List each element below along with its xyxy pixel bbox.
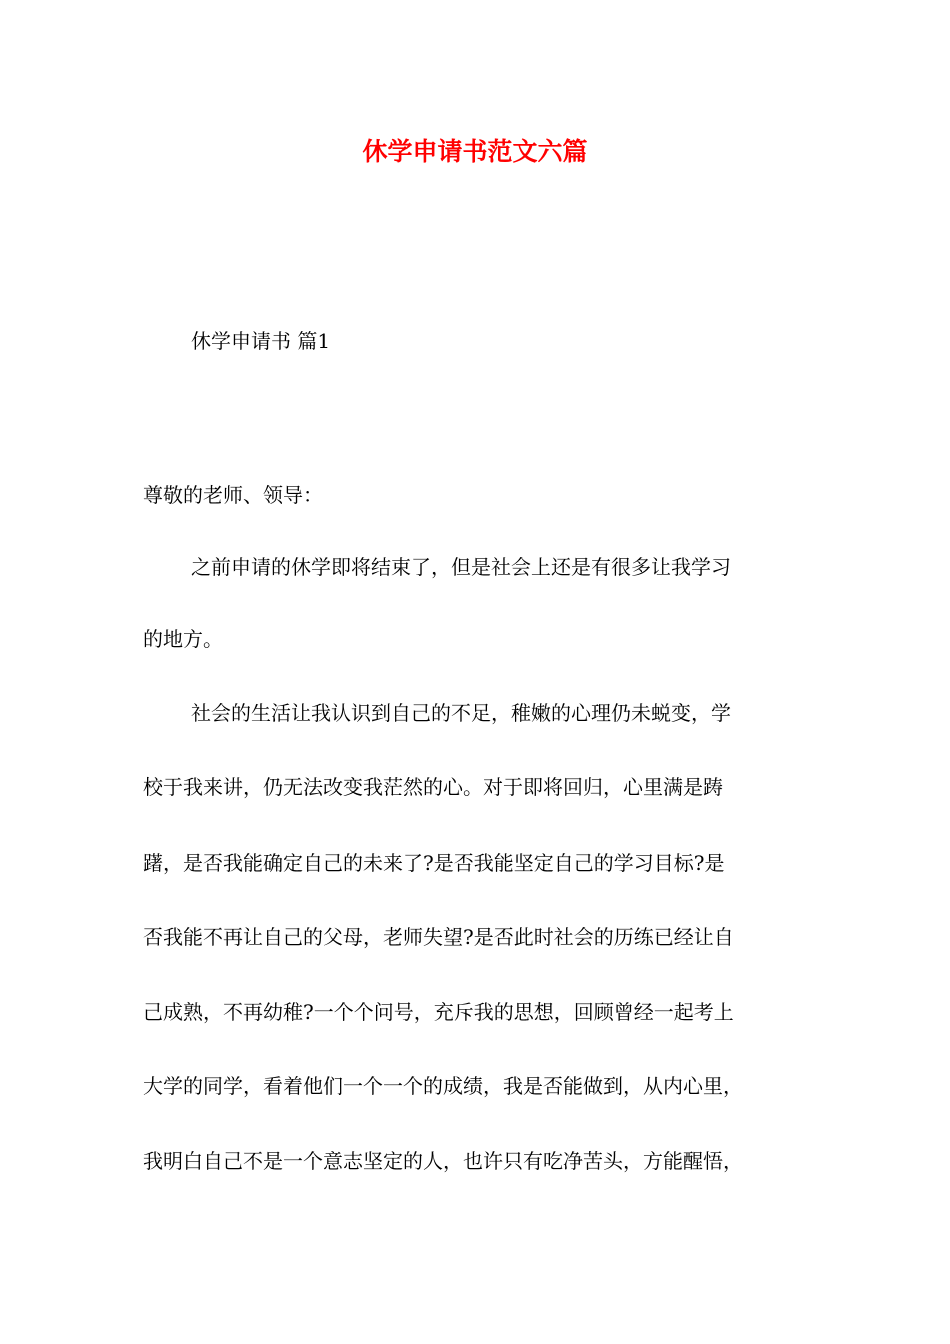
body-line: 我明白自己不是一个意志坚定的人，也许只有吃净苦头，方能醒悟， bbox=[143, 1149, 743, 1173]
body-line: 否我能不再让自己的父母，老师失望?是否此时社会的历练已经让自 bbox=[143, 925, 734, 949]
document-title: 休学申请书范文六篇 bbox=[362, 137, 588, 166]
body-line: 大学的同学，看着他们一个一个的成绩，我是否能做到，从内心里， bbox=[143, 1074, 743, 1098]
section-heading: 休学申请书 篇1 bbox=[191, 329, 331, 353]
body-line: 的地方。 bbox=[143, 627, 223, 651]
body-line: 躇，是否我能确定自己的未来了?是否我能坚定自己的学习目标?是 bbox=[143, 851, 725, 875]
body-line: 校于我来讲，仍无法改变我茫然的心。对于即将回归，心里满是踌 bbox=[143, 775, 723, 799]
body-line: 社会的生活让我认识到自己的不足，稚嫩的心理仍未蜕变，学 bbox=[191, 701, 731, 725]
body-line: 己成熟，不再幼稚?一个个问号，充斥我的思想，回顾曾经一起考上 bbox=[143, 1000, 734, 1024]
salutation: 尊敬的老师、领导： bbox=[143, 483, 323, 507]
body-line: 之前申请的休学即将结束了，但是社会上还是有很多让我学习 bbox=[191, 555, 731, 579]
